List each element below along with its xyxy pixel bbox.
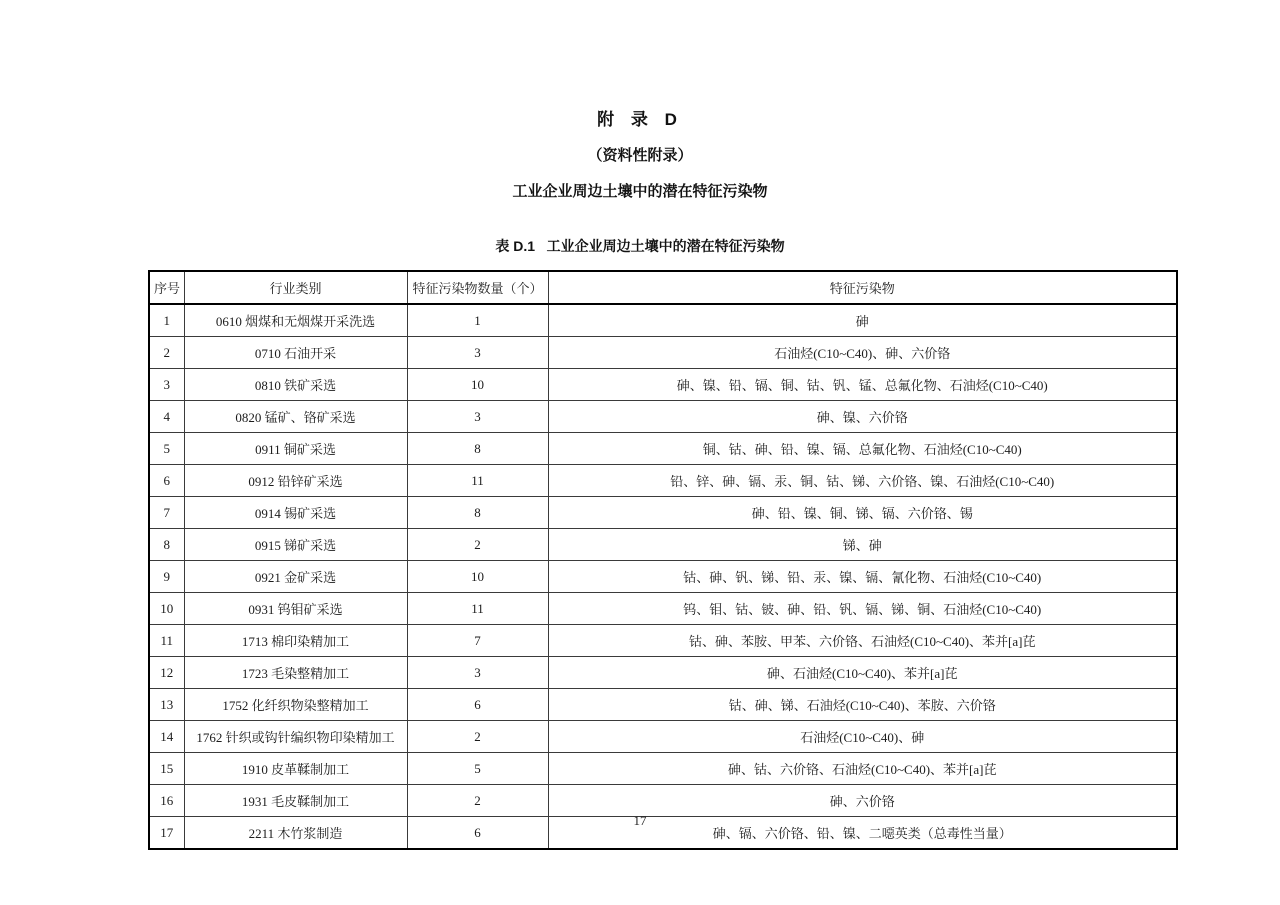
- pollutants-cell: 石油烃(C10~C40)、砷、六价铬: [548, 337, 1177, 369]
- pollutants-cell: 砷、六价铬: [548, 785, 1177, 817]
- row-index-cell: 15: [149, 753, 184, 785]
- pollutants-cell: 砷、镉、六价铬、铅、镍、二噁英类（总毒性当量）: [548, 817, 1177, 850]
- table-row: [149, 401, 1177, 433]
- row-index-cell: 13: [149, 689, 184, 721]
- industry-category-cell: 0931 钨钼矿采选: [184, 593, 407, 625]
- pollutants-cell: 铜、钴、砷、铅、镍、镉、总氟化物、石油烃(C10~C40): [548, 433, 1177, 465]
- col-header-industry: 行业类别: [184, 271, 407, 304]
- row-index-cell: 5: [149, 433, 184, 465]
- industry-category-cell: 0911 铜矿采选: [184, 433, 407, 465]
- pollutant-count-cell: 6: [407, 689, 548, 721]
- table-row: [149, 304, 1177, 337]
- pollutants-cell: 锑、砷: [548, 529, 1177, 561]
- pollutant-count-cell: 11: [407, 465, 548, 497]
- pollutants-cell: 钴、砷、锑、石油烃(C10~C40)、苯胺、六价铬: [548, 689, 1177, 721]
- table-row: [149, 657, 1177, 689]
- col-header-pollutants: 特征污染物: [548, 271, 1177, 304]
- industry-category-cell: 1713 棉印染精加工: [184, 625, 407, 657]
- pollutant-count-cell: 7: [407, 625, 548, 657]
- pollutants-cell: 砷、钴、六价铬、石油烃(C10~C40)、苯并[a]芘: [548, 753, 1177, 785]
- row-index-cell: 8: [149, 529, 184, 561]
- pollutants-cell: 钴、砷、钒、锑、铅、汞、镍、镉、氰化物、石油烃(C10~C40): [548, 561, 1177, 593]
- row-index-cell: 7: [149, 497, 184, 529]
- row-index-cell: 12: [149, 657, 184, 689]
- title-block: [0, 105, 1280, 201]
- table-row: [149, 625, 1177, 657]
- pollutants-cell: 砷: [548, 304, 1177, 337]
- row-index-cell: 10: [149, 593, 184, 625]
- industry-category-cell: 1931 毛皮鞣制加工: [184, 785, 407, 817]
- industry-category-cell: 0810 铁矿采选: [184, 369, 407, 401]
- table-row: [149, 497, 1177, 529]
- industry-category-cell: 1723 毛染整精加工: [184, 657, 407, 689]
- industry-category-cell: 0915 锑矿采选: [184, 529, 407, 561]
- appendix-title: 附 录 D: [597, 110, 683, 129]
- pollutants-cell: 砷、镍、铅、镉、铜、钴、钒、锰、总氟化物、石油烃(C10~C40): [548, 369, 1177, 401]
- row-index-cell: 11: [149, 625, 184, 657]
- table-row: [149, 689, 1177, 721]
- industry-category-cell: 0820 锰矿、铬矿采选: [184, 401, 407, 433]
- row-index-cell: 3: [149, 369, 184, 401]
- row-index-cell: 16: [149, 785, 184, 817]
- table-row: [149, 433, 1177, 465]
- row-index-cell: 14: [149, 721, 184, 753]
- pollutant-count-cell: 11: [407, 593, 548, 625]
- col-header-count: 特征污染物数量（个）: [407, 271, 548, 304]
- table-header-row: [149, 271, 1177, 304]
- industry-category-cell: 2211 木竹浆制造: [184, 817, 407, 850]
- table-row: [149, 465, 1177, 497]
- pollutant-count-cell: 2: [407, 721, 548, 753]
- table-row: [149, 529, 1177, 561]
- table-body: [149, 304, 1177, 849]
- pollutant-count-cell: 8: [407, 497, 548, 529]
- table-row: [149, 561, 1177, 593]
- table-row: [149, 369, 1177, 401]
- industry-category-cell: 0921 金矿采选: [184, 561, 407, 593]
- row-index-cell: 6: [149, 465, 184, 497]
- row-index-cell: 9: [149, 561, 184, 593]
- pollutants-cell: 石油烃(C10~C40)、砷: [548, 721, 1177, 753]
- row-index-cell: 17: [149, 817, 184, 850]
- industry-category-cell: 0912 铅锌矿采选: [184, 465, 407, 497]
- industry-category-cell: 1910 皮革鞣制加工: [184, 753, 407, 785]
- table-row: [149, 593, 1177, 625]
- pollutants-table: [148, 270, 1178, 850]
- pollutant-count-cell: 8: [407, 433, 548, 465]
- table-caption: 表 D.1 工业企业周边土壤中的潜在特征污染物: [495, 238, 785, 254]
- table-header: [149, 271, 1177, 304]
- pollutants-cell: 铅、锌、砷、镉、汞、铜、钴、锑、六价铬、镍、石油烃(C10~C40): [548, 465, 1177, 497]
- col-header-index: 序号: [149, 271, 184, 304]
- pollutant-count-cell: 3: [407, 657, 548, 689]
- pollutant-count-cell: 10: [407, 561, 548, 593]
- pollutant-count-cell: 2: [407, 785, 548, 817]
- pollutants-cell: 砷、石油烃(C10~C40)、苯并[a]芘: [548, 657, 1177, 689]
- pollutants-cell: 钴、砷、苯胺、甲苯、六价铬、石油烃(C10~C40)、苯并[a]芘: [548, 625, 1177, 657]
- pollutant-count-cell: 3: [407, 337, 548, 369]
- pollutants-cell: 砷、镍、六价铬: [548, 401, 1177, 433]
- pollutant-count-cell: 10: [407, 369, 548, 401]
- row-index-cell: 1: [149, 304, 184, 337]
- pollutant-count-cell: 5: [407, 753, 548, 785]
- pollutant-count-cell: 2: [407, 529, 548, 561]
- pollutants-cell: 钨、钼、钴、铍、砷、铅、钒、镉、锑、铜、石油烃(C10~C40): [548, 593, 1177, 625]
- industry-category-cell: 0710 石油开采: [184, 337, 407, 369]
- table-row: [149, 753, 1177, 785]
- industry-category-cell: 0610 烟煤和无烟煤开采洗选: [184, 304, 407, 337]
- table-row: [149, 721, 1177, 753]
- table-row: [149, 337, 1177, 369]
- row-index-cell: 2: [149, 337, 184, 369]
- pollutant-count-cell: 6: [407, 817, 548, 850]
- industry-category-cell: 0914 锡矿采选: [184, 497, 407, 529]
- industry-category-cell: 1752 化纤织物染整精加工: [184, 689, 407, 721]
- pollutant-count-cell: 3: [407, 401, 548, 433]
- row-index-cell: 4: [149, 401, 184, 433]
- table-row: [149, 785, 1177, 817]
- pollutant-count-cell: 1: [407, 304, 548, 337]
- appendix-heading: 工业企业周边土壤中的潜在特征污染物: [512, 183, 768, 200]
- appendix-subtitle: （资料性附录）: [587, 147, 693, 164]
- industry-category-cell: 1762 针织或钩针编织物印染精加工: [184, 721, 407, 753]
- page-number: 17: [633, 813, 647, 828]
- pollutants-cell: 砷、铅、镍、铜、锑、镉、六价铬、锡: [548, 497, 1177, 529]
